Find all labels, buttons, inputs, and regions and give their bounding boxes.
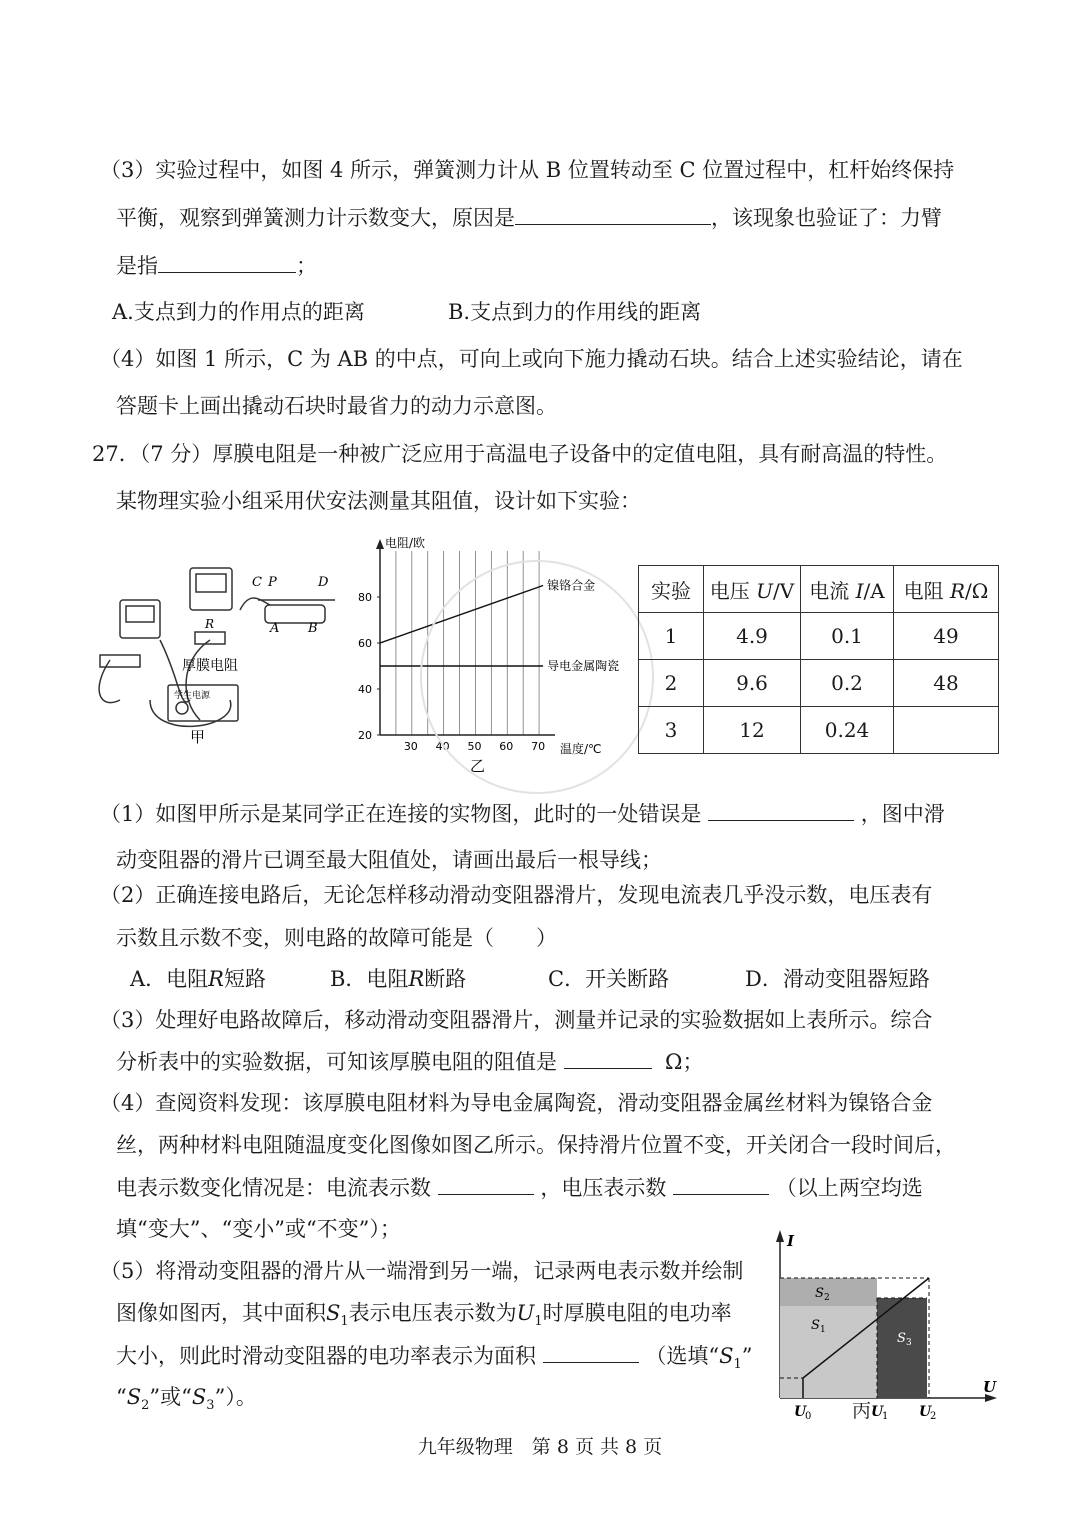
x-tick-label: 70 — [531, 740, 546, 753]
label-s3: S — [897, 1331, 906, 1346]
table-header-cell — [704, 566, 801, 613]
table-cell: 9.6 — [704, 660, 801, 707]
page-footer: 九年级物理 第 8 页 共 8 页 — [417, 1436, 663, 1458]
p2-option-a — [130, 964, 266, 994]
axis-u-label: U — [983, 1378, 997, 1396]
p2-option-d: D．滑动变阻器短路 — [745, 967, 930, 991]
table-cell: 4.9 — [704, 613, 801, 660]
subscript: 3 — [206, 1398, 215, 1414]
p4-line1: （4）查阅资料发现：该厚膜电阻材料为导电金属陶瓷，滑动变阻器金属丝材料为镍铬合金 — [100, 1091, 933, 1115]
p4-line4: 填“变大”、“变小”或“不变”）； — [116, 1217, 401, 1241]
table-row — [639, 707, 999, 754]
label-p: P — [268, 575, 277, 590]
p5-line1: （5）将滑动变阻器的滑片从一端滑到另一端，记录两电表示数并绘制 — [100, 1259, 744, 1283]
label-a: A — [270, 621, 280, 636]
label-c: C — [252, 575, 262, 590]
p2-option-b — [330, 964, 466, 994]
y-tick-label: 40 — [358, 683, 372, 696]
q3-line3-tail: ； — [296, 254, 317, 278]
figure-caption-bing: 丙 — [852, 1400, 872, 1422]
label-s1: S — [811, 1318, 820, 1333]
p5-line2 — [116, 1298, 732, 1337]
option-text: 短路 — [223, 967, 266, 991]
y-tick-label: 20 — [358, 729, 372, 742]
option-text: A．电阻 — [130, 967, 209, 991]
symbol-s: S — [719, 1344, 734, 1368]
answer-blank[interactable] — [543, 1340, 639, 1363]
answer-blank[interactable] — [708, 798, 854, 821]
table-cell: 12 — [704, 707, 801, 754]
header-symbol: R — [949, 578, 966, 603]
header-unit: /Ω — [965, 578, 989, 603]
y-tick-label: 80 — [358, 591, 372, 604]
iu-graph-figure — [765, 1226, 1035, 1426]
header-text: 电流 — [809, 578, 850, 603]
symbol-s: S — [126, 1385, 142, 1409]
table-header-cell: 实验 — [639, 566, 704, 613]
p2-line2: 示数且示数不变，则电路的故障可能是（ ） — [116, 926, 557, 950]
p5-text: 大小，则此时滑动变阻器的电功率表示为面积 — [116, 1344, 536, 1368]
x-axis-label: 温度/℃ — [560, 742, 602, 756]
label-u2: U — [919, 1404, 932, 1420]
label-u1-sub: 1 — [882, 1411, 889, 1422]
label-u1: U — [871, 1404, 884, 1420]
symbol-u: U — [516, 1301, 535, 1325]
y-tick-label: 60 — [358, 637, 372, 650]
table-cell: 48 — [894, 660, 999, 707]
symbol-s: S — [191, 1385, 207, 1409]
table-row — [639, 613, 999, 660]
header-unit: /V — [773, 578, 795, 603]
q3-option-b: B.支点到力的作用线的距离 — [448, 300, 702, 324]
table-cell: 2 — [639, 660, 704, 707]
option-symbol: R — [208, 967, 224, 991]
x-tick-label: 40 — [435, 740, 450, 753]
subscript: 2 — [141, 1398, 150, 1414]
q4-line1: （4）如图 1 所示，C 为 AB 的中点，可向上或向下施力撬动石块。结合上述实验结论，请在 — [100, 347, 963, 371]
p3-line2-text: 分析表中的实验数据，可知该厚膜电阻的阻值是 — [116, 1050, 557, 1074]
answer-blank[interactable] — [673, 1172, 769, 1195]
q3-line1: （3）实验过程中，如图 4 所示，弹簧测力计从 B 位置转动至 C 位置过程中，杠杆始终保持 — [100, 158, 955, 182]
p5-line3 — [116, 1340, 753, 1380]
header-symbol: U — [756, 578, 774, 603]
label-u0-sub: 0 — [805, 1411, 812, 1422]
subscript: 1 — [534, 1314, 543, 1330]
option-text: 断路 — [424, 967, 467, 991]
q3-line3 — [116, 250, 317, 281]
answer-blank[interactable] — [515, 202, 711, 225]
p5-text: 时厚膜电阻的电功率 — [542, 1301, 732, 1325]
p1-line1-text: （1）如图甲所示是某同学正在连接的实物图，此时的一处错误是 — [100, 802, 702, 826]
x-tick-label: 30 — [403, 740, 418, 753]
supply-label: 学生电源 — [174, 691, 211, 701]
table-header-cell — [801, 566, 894, 613]
y-axis-arrow — [376, 539, 384, 549]
series-label: 导电金属陶瓷 — [547, 659, 620, 673]
answer-blank[interactable] — [158, 250, 296, 273]
p5-text: 表示电压表示数为 — [348, 1301, 517, 1325]
p1-line2: 动变阻器的滑片已调至最大阻值处，请画出最后一根导线； — [116, 848, 662, 872]
resistor-label: 厚膜电阻 — [182, 658, 238, 674]
p5-text: ” — [741, 1344, 753, 1368]
p3-line1: （3）处理好电路故障后，移动滑动变阻器滑片，测量并记录的实验数据如上表所示。综合 — [100, 1008, 933, 1032]
header-text: 电阻 — [903, 578, 944, 603]
label-d: D — [318, 575, 329, 590]
table-cell: 3 — [639, 707, 704, 754]
header-symbol: I — [855, 578, 864, 603]
symbol-s: S — [326, 1301, 341, 1325]
series-label: 镍铬合金 — [547, 578, 596, 593]
p5-text: “ — [116, 1385, 127, 1409]
data-table — [638, 565, 999, 754]
header-unit: /A — [863, 578, 885, 603]
table-cell: 49 — [894, 613, 999, 660]
table-cell: 0.1 — [801, 613, 894, 660]
table-cell: 0.24 — [801, 707, 894, 754]
q3-option-a: A.支点到力的作用点的距离 — [112, 300, 365, 324]
p5-text: （选填“ — [645, 1344, 720, 1368]
axis-i-label: I — [787, 1232, 795, 1250]
i-axis-arrow — [776, 1230, 784, 1242]
q3-line2-text: 平衡，观察到弹簧测力计示数变大，原因是 — [116, 206, 515, 230]
p2-line1: （2）正确连接电路后，无论怎样移动滑动变阻器滑片，发现电流表几乎没示数，电压表有 — [100, 883, 933, 907]
p3-line2-tail: Ω； — [665, 1050, 704, 1074]
subscript: 1 — [733, 1357, 742, 1373]
p1-line1 — [100, 798, 945, 829]
p4-line3-mid: ，电压表示数 — [540, 1176, 667, 1200]
figure-caption-jia: 甲 — [190, 728, 206, 746]
q3-line2 — [116, 202, 942, 233]
label-u2-sub: 2 — [930, 1411, 937, 1422]
area-s1 — [780, 1306, 877, 1398]
p5-line4 — [116, 1382, 257, 1421]
option-symbol: R — [408, 967, 425, 991]
p5-text: ”）。 — [214, 1385, 257, 1409]
x-tick-label: 60 — [499, 740, 514, 753]
label-s3-sub: 3 — [906, 1338, 912, 1348]
q3-line2-tail: ，该现象也验证了：力臂 — [711, 206, 942, 230]
watermark-stamp — [420, 560, 654, 794]
table-header-cell — [894, 566, 999, 613]
p5-text: 图像如图丙，其中面积 — [116, 1301, 326, 1325]
circuit-figure — [90, 560, 350, 750]
label-s2-sub: 2 — [824, 1293, 830, 1303]
y-axis-label: 电阻/欧 — [385, 536, 426, 550]
q4-line2: 答题卡上画出撬动石块时最省力的动力示意图。 — [116, 394, 557, 418]
subscript: 1 — [340, 1314, 349, 1330]
p2-option-c: C．开关断路 — [548, 967, 670, 991]
label-s1-sub: 1 — [820, 1325, 826, 1335]
table-cell: 1 — [639, 613, 704, 660]
answer-blank[interactable] — [564, 1046, 652, 1069]
resistor-icon — [195, 632, 225, 644]
label-u0: U — [794, 1404, 807, 1420]
header-text: 电压 — [709, 578, 750, 603]
table-header-row — [639, 566, 999, 613]
answer-blank[interactable] — [438, 1172, 534, 1195]
p5-text: ”或“ — [149, 1385, 192, 1409]
label-r: R — [205, 617, 215, 631]
option-text: B．电阻 — [330, 967, 409, 991]
table-row — [639, 660, 999, 707]
x-tick-label: 50 — [467, 740, 482, 753]
q3-line3-text: 是指 — [116, 254, 158, 278]
p4-line3 — [116, 1172, 923, 1203]
p4-line3-text: 电表示数变化情况是：电流表示数 — [116, 1176, 431, 1200]
table-cell: 0.2 — [801, 660, 894, 707]
q27-line2: 某物理实验小组采用伏安法测量其阻值，设计如下实验： — [116, 489, 641, 513]
p4-line2: 丝，两种材料电阻随温度变化图像如图乙所示。保持滑片位置不变，开关闭合一段时间后， — [116, 1133, 956, 1157]
label-s2: S — [815, 1286, 824, 1301]
p4-line3-tail: （以上两空均选 — [775, 1176, 923, 1200]
p3-line2 — [116, 1046, 703, 1077]
table-cell[interactable] — [894, 707, 999, 754]
figure-caption-yi: 乙 — [470, 757, 486, 775]
p1-line1-tail: ，图中滑 — [860, 802, 945, 826]
q27-line1: 27．（7 分）厚膜电阻是一种被广泛应用于高温电子设备中的定值电阻，具有耐高温的特性。 — [92, 442, 948, 466]
label-b: B — [308, 621, 318, 636]
